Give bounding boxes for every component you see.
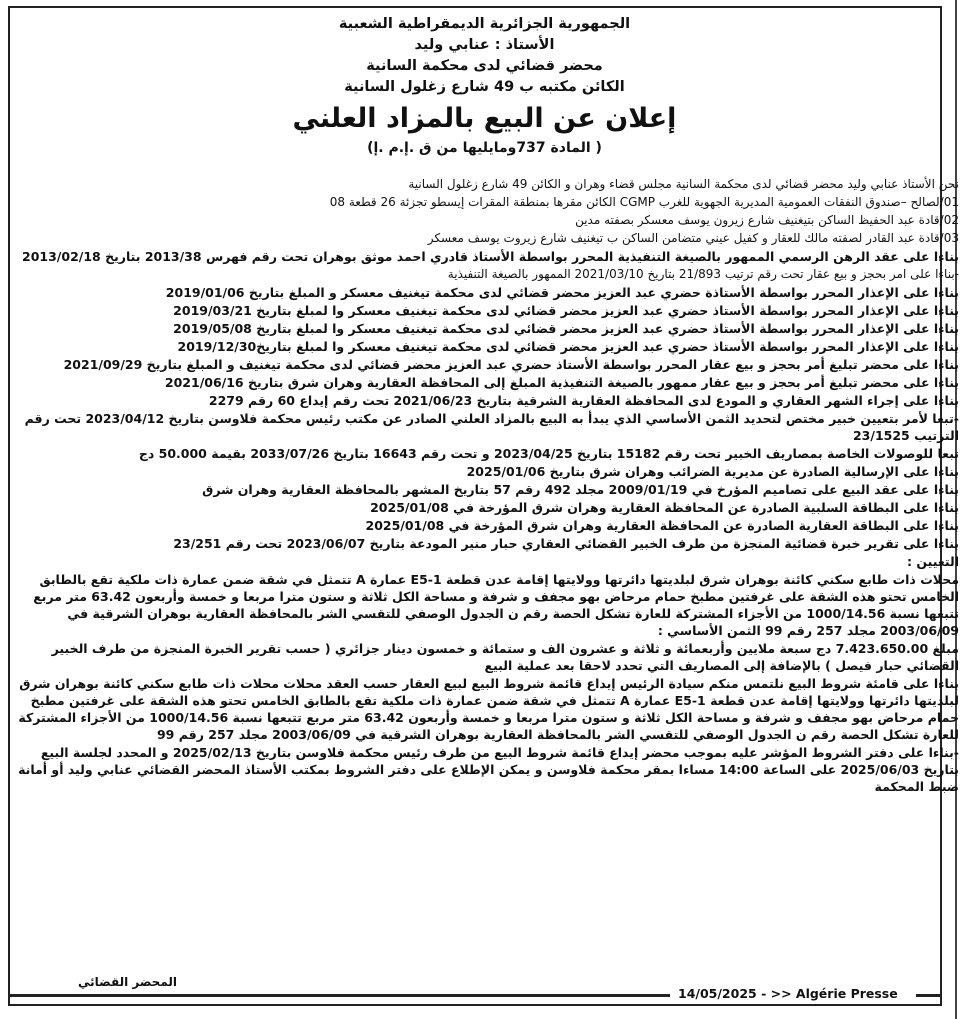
republic-line: الجمهورية الجزائرية الديمقراطية الشعبية [338, 16, 631, 32]
notice-body [14, 176, 959, 796]
paragraph: بناءا على محضر تبليغ أمر بحجز و بيع عقار المحرر بواسطة الأستاذ حضري عبد العزيز محضر قضائي لدى محكمة تيغنيف و المبلغ بتاريخ 2021/09/29 [63, 357, 959, 372]
notice-subtitle: ( المادة 737ومايليها من ق .إ.م .إ) [367, 140, 602, 156]
paragraph: بناءا على الإعذار المحرر بواسطة الأستاذ حضري عبد العزيز محضر قضائي لدى محكمة تيغنيف معسكر وا لمبلغ بتاريخ 2019/05/08 [173, 321, 959, 336]
paragraph-party-1: 01/لصالح –صندوق النفقات العمومية المديرية الجهوية للغرب CGMP الكائن مقرها بمنطقة المقرات إيسطو تجزئة 26 قطعة 08 [329, 195, 959, 209]
paragraph: تبعا للوصولات الخاصة بمصاريف الخبير تحت رقم 15182 بتاريخ 2023/04/25 و تحت رقم 16643 بتاريخ 2033/07/26 بقيمة 50.000 دج [138, 446, 959, 461]
paragraph: بناءا على إجراء الشهر العقاري و المودع لدى المحافظة العقارية الشرقية بتاريخ 2021/06/23 تحت رقم إيداع 60 رقم 2279 [208, 393, 959, 408]
paragraph: بناءا على عقد البيع على تصاميم المؤرخ في 2009/01/19 مجلد 492 رقم 57 بتاريخ المشهر بالمحافظة العقارية وهران شرق [202, 482, 959, 497]
notice-title: إعلان عن البيع بالمزاد العلني [292, 103, 677, 134]
document-header [0, 14, 969, 158]
paragraph: بناءا على قامئة شروط البيع نلتمس منكم سيادة الرئيس إيداع قائمة شروط البيع لبيع العقار حسب العقد محلات محلات ذات طابع سكني كائنة بوهران شرق لبلديتها دائرتها وولايتها إقامة عدن قطعة E5-1 عمارة A تتمثل في شقة ضمن عمارة ذات ملكية تقع بالطابق الخامس تحتو هذه الشقة على غرفتين مطبخ حمام مرحاض بهو مجفف و شرفة و مساحة الكل ثلاثة و ستون مترا مربعا و خمسة وأربعون 63.42 متر مربع تتبعها نسبة 1000/14.56 من الأجزاء المشتركة للعارة تشكل الحصة رقم ن الجدول الوصفي للتقسي الشر بالمحافظة العقارية بوهران الشرقية في 2003/06/09 مجلد 257 رقم 99 [18, 676, 959, 742]
paragraph: -تبعا لأمر بتعيين خبير مختص لتحديد الثمن الأساسي الذي يبدأ به البيع بالمزاد العلني الصادر عن مكتب رئيس محكمة فلاوسن بتاريخ 2023/04/12 تحت رقم الترتيب 23/1525 [24, 411, 959, 443]
paragraph: بناءا على البطاقة العقارية الصادرة عن المحافظة العقارية وهران شرق المؤرخة في 2025/01/08 [365, 518, 959, 533]
signature: المحضر القضائي [77, 975, 177, 989]
paragraph: بناءا على تقرير خبرة قضائية المنجزة من طرف الخبير القضائي العقاري حبار منير المودعة بتاريخ 2023/06/07 تحت رقم 23/251 [173, 536, 959, 551]
paragraph-party-3: 03/قادة عبد القادر لصفته مالك للعقار و كفيل عيني متضامن الساكن ب تيغنيف شارع زيروت يوسف معسكر [427, 231, 959, 245]
property-description: محلات ذات طابع سكني كائنة بوهران شرق لبلديتها دائرتها وولايتها إقامة عدن قطعة E5-1 عمارة A تتمثل في شقة ضمن عمارة ذات ملكية تقع بالطابق الخامس تحتو هذه الشقة على غرفتين مطبخ حمام مرحاض بهو مجفف و شرفة و مساحة الكل ثلاثة و ستون مترا مربعا و خمسة وأربعون 63.42 متر مربع تتبعها نسبة 1000/14.56 من الأجزاء المشتركة للعارة تشكل الحصة رقم ن الجدول الوصفي للتقسي الشر بالمحافظة العقارية بوهران الشرقية في 2003/06/09 مجلد 257 رقم 99 الثمن الأساسي : [33, 572, 959, 638]
designation-heading: التعيين : [907, 554, 959, 569]
paragraph-party-2: 02/قادة عبد الحفيظ الساكن بتيغنيف شارع زيرون يوسف معسكر بصفته مدين [575, 213, 959, 227]
footer-rule-left [8, 994, 670, 997]
paragraph: بناءا على الإعذار المحرر بواسطة الأستاذ حضري عبد العزيز محضر قضائي لدى محكمة تيغنيف معسكر وا لمبلغ بتاريخ2019/12/30 [177, 339, 959, 354]
paragraph: بناءا على عقد الرهن الرسمي الممهور بالصيغة التنفيذية المحرر بواسطة الأستاذ قادري احمد موثق بوهران تحت رقم فهرس 2013/38 بتاريخ 2013/02/18 [22, 249, 959, 264]
paragraph: بناءا على محضر تبليغ أمر بحجز و بيع عقار ممهور بالصيغة التنفيذية المبلغ إلى المحافظة العقارية وهران شرق بتاريخ 2021/06/16 [164, 375, 959, 390]
base-price: مبلغ 7.423.650.00 دج سبعة ملايين وأربعمائة و ثلاثة و عشرون الف و ستمائة و خمسون دينار جزائري ( حسب تقرير الخبرة المنجزة من طرف الخبير القضائي حبار فيصل ) بالإضافة إلى المصاريف التي تحدد لاحقا بعد عملية البيع [51, 641, 959, 673]
lawyer-name: الأستاذ : عنابي وليد [414, 37, 555, 53]
paragraph: بناءا على البطاقة السلبية الصادرة عن المحافظة العقارية وهران شرق المؤرخة في 2025/01/08 [370, 500, 959, 515]
paragraph-intro: نحن الأستاذ عنابي وليد محضر قضائي لدى محكمة السانية مجلس قضاء وهران و الكائن 49 شارع زغلول السانية [408, 177, 959, 191]
paragraph: بناءا على الإعذار المحرر بواسطة الأستاذة حضري عبد العزيز محضر قضائي لدى محكمة تيغنيف معسكر و المبلغ بتاريخ 2019/01/06 [165, 285, 959, 300]
address-line: الكائن مكتبه ب 49 شارع زغلول السانية [344, 79, 625, 95]
paragraph: بناءا على الإرسالية الصادرة عن مديرية الضرائب وهران شرق بتاريخ 2025/01/06 [466, 464, 959, 479]
paragraph: بناءا على الإعذار المحرر بواسطة الأستاذ حضري عبد العزيز محضر قضائي لدى محكمة تيغنيف معسكر وا لمبلغ بتاريخ 2019/03/21 [173, 303, 959, 318]
paragraph-sale-session: -بناءا على دفتر الشروط المؤشر عليه بموجب محضر إيداع قائمة شروط البيع من طرف رئيس محكمة فلاوسن بتاريخ 2025/02/13 و المحدد لجلسة البيع بتاريخ 2025/06/03 على الساعة 14:00 مساءا بمقر محكمة فلاوسن و يمكن الإطلاع على دفتر الشروط بمكتب الأستاذ المحضر القضائي عنابي وليد أو أمانة ضبط المحكمة [18, 745, 959, 794]
paragraph: -بناءا على امر بحجز و بيع عقار تحت رقم ترتيب 21/893 بتاريخ 2021/03/10 الممهور بالصيغة التنفيذية [447, 267, 959, 281]
office-line: محضر قضائي لدى محكمة السانية [366, 58, 603, 74]
footer-rule-right [916, 994, 942, 997]
footer-source: 14/05/2025 - >> Algérie Presse [678, 986, 898, 1001]
